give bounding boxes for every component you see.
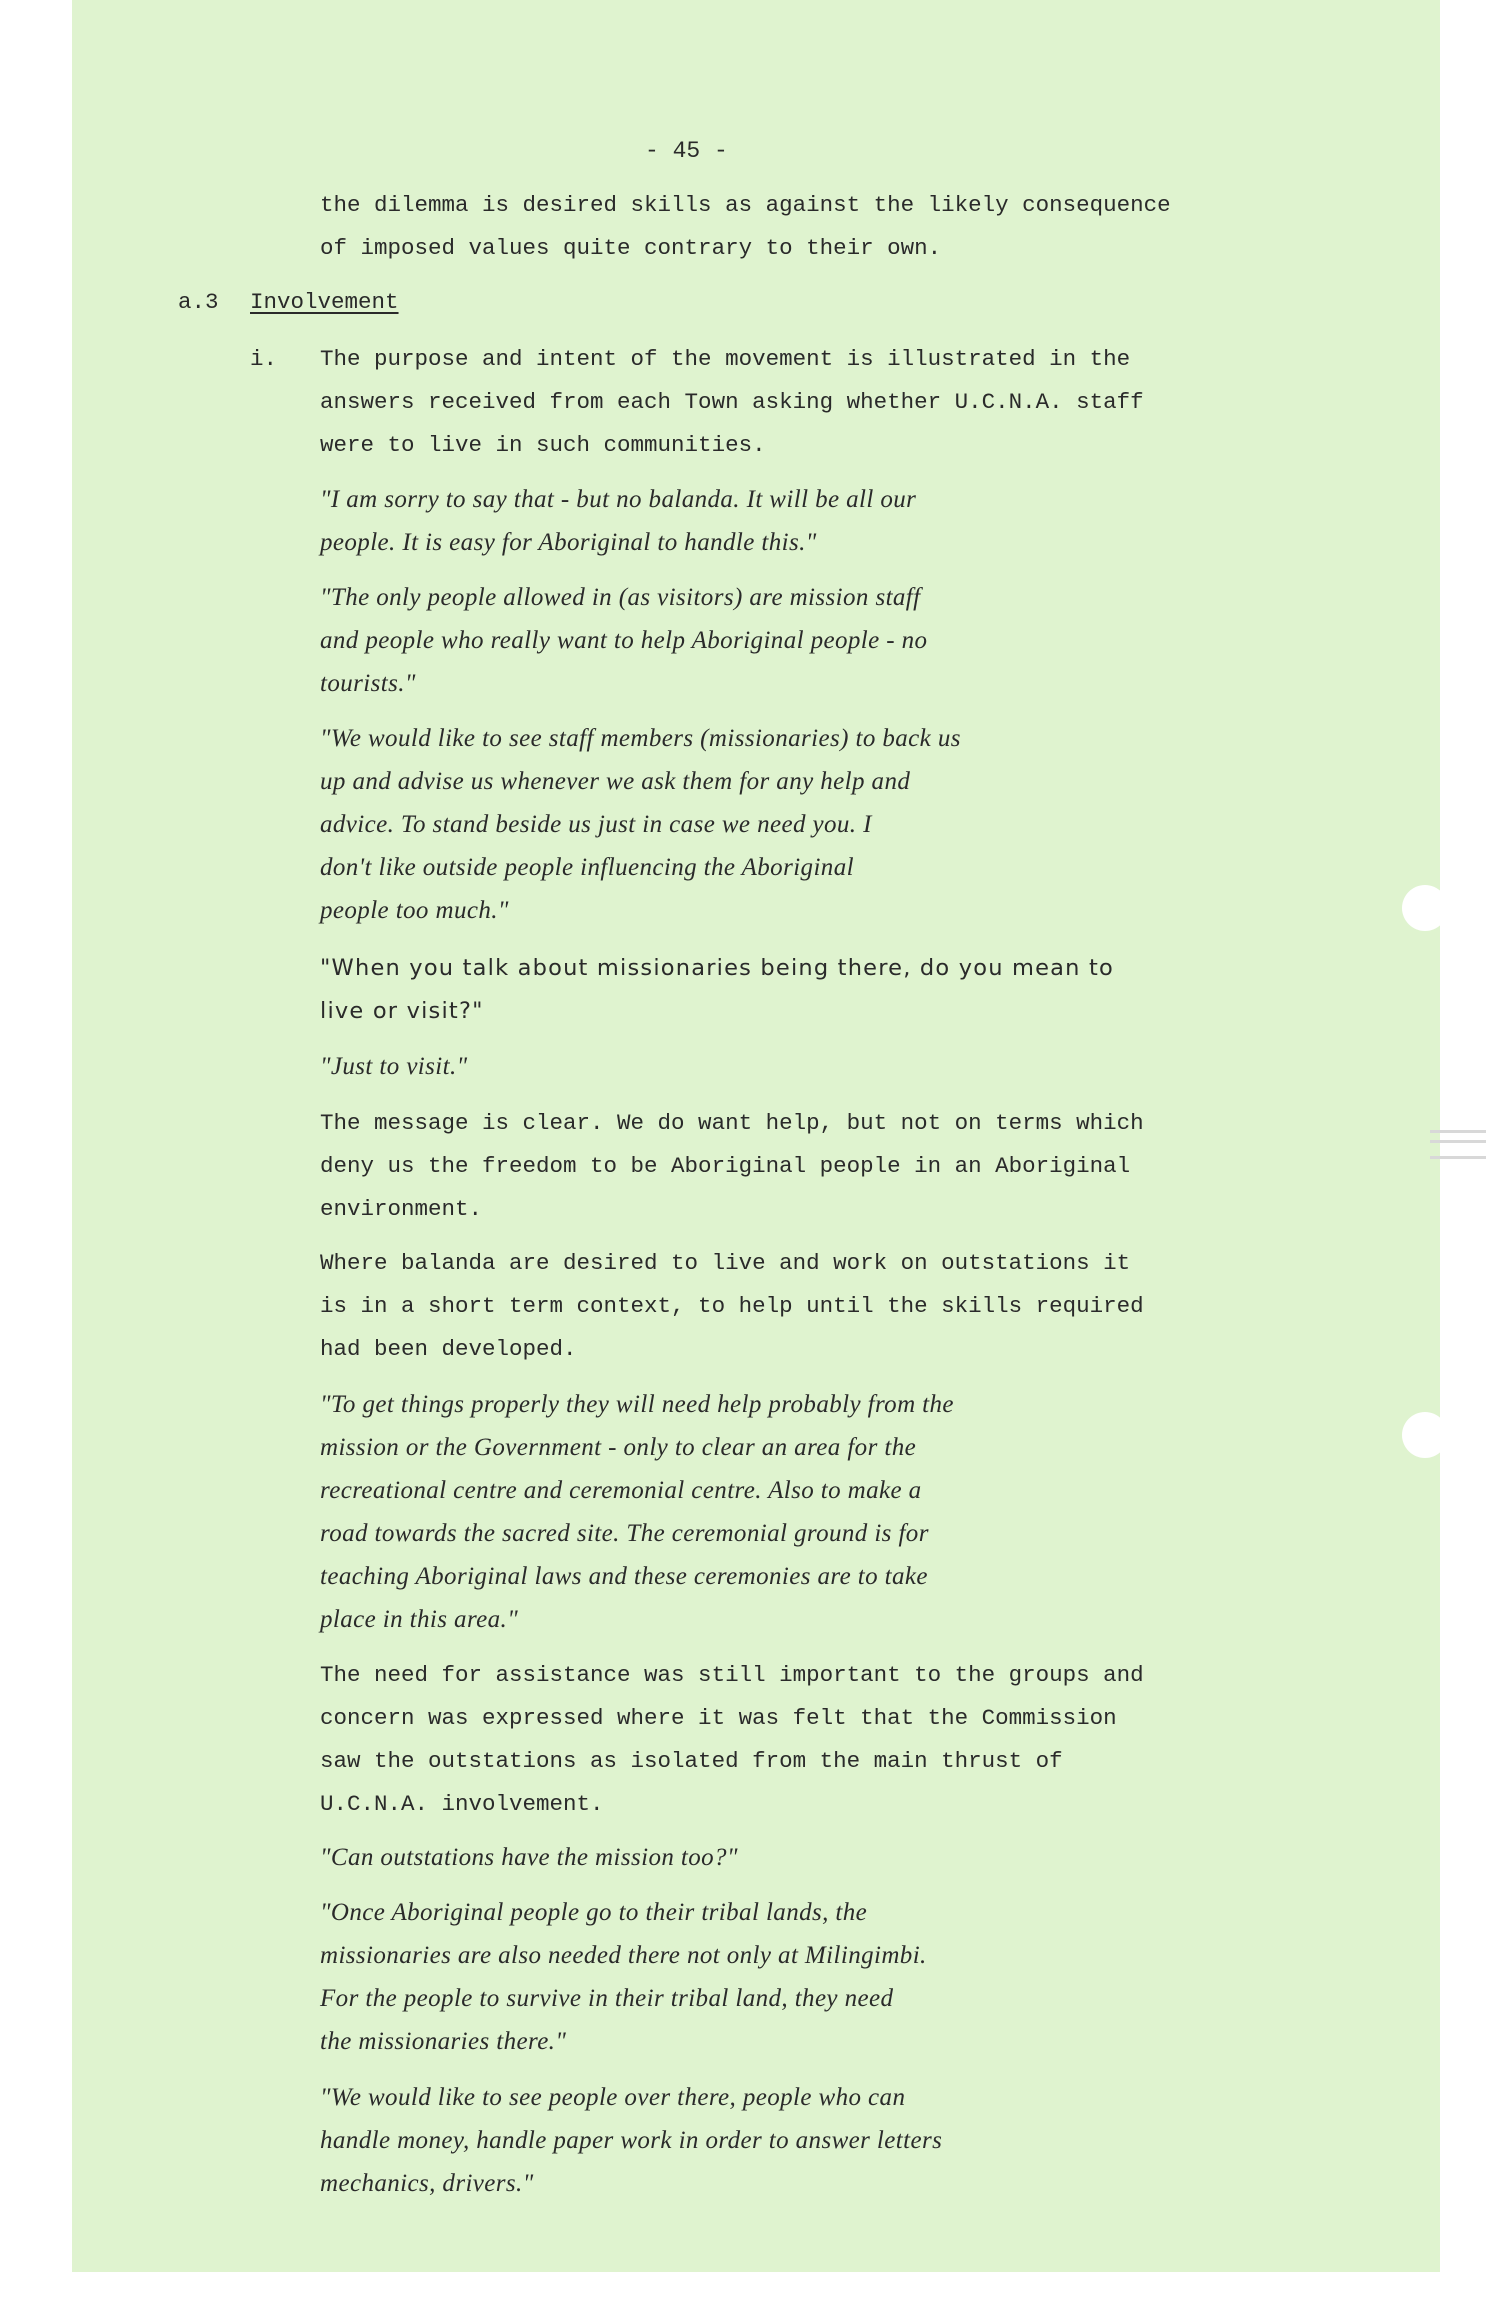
quote-line: mission or the Government - only to clear an area for the: [320, 1434, 917, 1461]
paragraph-line: The need for assistance was still important to the groups and: [320, 1662, 1144, 1688]
quote-line: handle money, handle paper work in order to answer letters: [320, 2127, 943, 2154]
question-line: "When you talk about missionaries being there, do you mean to: [320, 955, 1114, 981]
item-line: answers received from each Town asking whether U.C.N.A. staff: [320, 389, 1144, 415]
section-number: a.3: [178, 289, 219, 315]
quote-line: "Can outstations have the mission too?": [320, 1844, 738, 1871]
item-line: The purpose and intent of the movement is illustrated in the: [320, 346, 1131, 372]
paragraph-line: saw the outstations as isolated from the main thrust of: [320, 1748, 1063, 1774]
paragraph-line: The message is clear. We do want help, but not on terms which: [320, 1110, 1144, 1136]
quote-line: "We would like to see staff members (missionaries) to back us: [320, 725, 961, 752]
paragraph-line: is in a short term context, to help until the skills required: [320, 1293, 1144, 1319]
quote-line: "Once Aboriginal people go to their tribal lands, the: [320, 1899, 868, 1926]
quote-line: teaching Aboriginal laws and these ceremonies are to take: [320, 1563, 928, 1590]
quote-line: "We would like to see people over there, people who can: [320, 2084, 906, 2111]
question-line: live or visit?": [320, 998, 484, 1024]
quote-line: and people who really want to help Aboriginal people - no: [320, 627, 928, 654]
section-title: Involvement: [250, 289, 399, 315]
item-marker: i.: [250, 346, 278, 372]
quote-line: missionaries are also needed there not only at Milingimbi.: [320, 1942, 927, 1969]
quote-line: don't like outside people influencing the Aboriginal: [320, 854, 854, 881]
paragraph-line: Where balanda are desired to live and work on outstations it: [320, 1250, 1131, 1276]
paragraph-line: deny us the freedom to be Aboriginal people in an Aboriginal: [320, 1153, 1131, 1179]
quote-line: people too much.": [320, 897, 509, 924]
intro-line: of imposed values quite contrary to their own.: [320, 235, 942, 261]
page-number: - 45 -: [645, 138, 728, 164]
paragraph-line: environment.: [320, 1196, 483, 1222]
quote-line: the missionaries there.": [320, 2028, 567, 2055]
quote-line: place in this area.": [320, 1606, 519, 1633]
quote-line: "I am sorry to say that - but no balanda. It will be all our: [320, 486, 917, 513]
quote-line: "To get things properly they will need help probably from the: [320, 1391, 954, 1418]
quote-line: For the people to survive in their tribal land, they need: [320, 1985, 894, 2012]
quote-line: tourists.": [320, 670, 416, 697]
quote-line: advice. To stand beside us just in case we need you. I: [320, 811, 872, 838]
quote-line: recreational centre and ceremonial centre. Also to make a: [320, 1477, 922, 1504]
quote-line: people. It is easy for Aboriginal to handle this.": [320, 529, 817, 556]
answer-line: "Just to visit.": [320, 1053, 468, 1080]
item-line: were to live in such communities.: [320, 432, 766, 458]
quote-line: up and advise us whenever we ask them for any help and: [320, 768, 911, 795]
quote-line: mechanics, drivers.": [320, 2170, 534, 2197]
paragraph-line: had been developed.: [320, 1336, 577, 1362]
intro-line: the dilemma is desired skills as against the likely consequence: [320, 192, 1171, 218]
quote-line: road towards the sacred site. The ceremonial ground is for: [320, 1520, 929, 1547]
paragraph-line: concern was expressed where it was felt that the Commission: [320, 1705, 1117, 1731]
quote-line: "The only people allowed in (as visitors) are mission staff: [320, 584, 921, 611]
paragraph-line: U.C.N.A. involvement.: [320, 1791, 604, 1817]
